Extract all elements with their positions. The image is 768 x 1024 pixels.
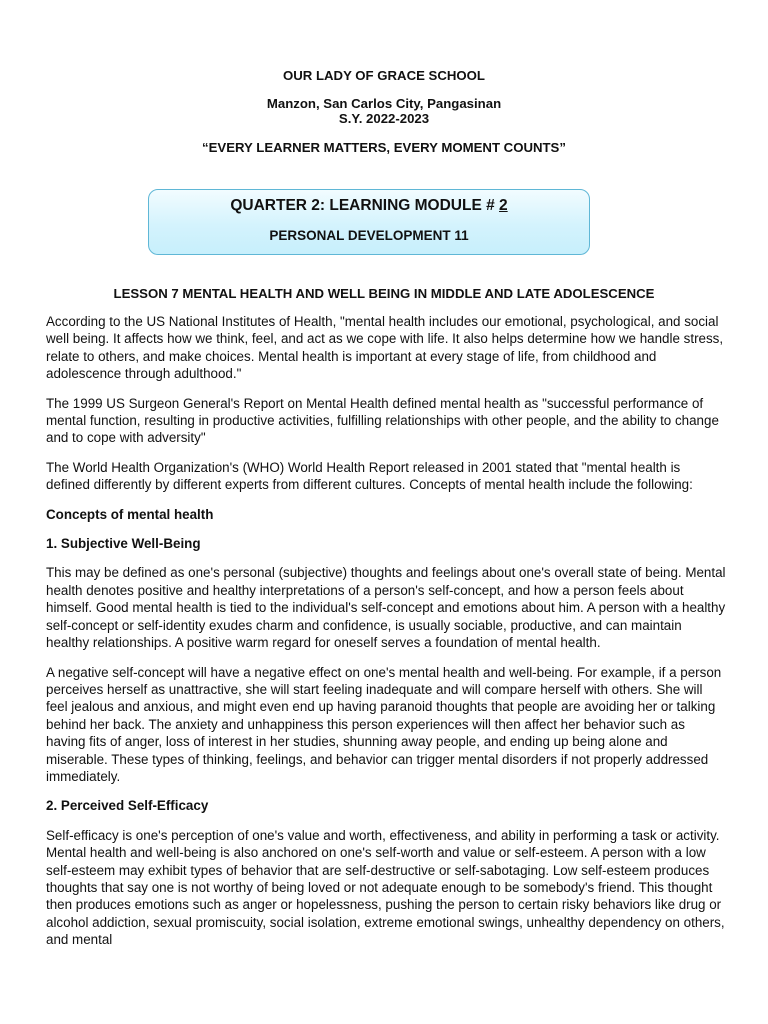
module-number: 2 — [499, 197, 508, 214]
concept-1-heading: 1. Subjective Well-Being — [46, 536, 201, 552]
intro-paragraph-1: According to the US National Institutes of Health, "mental health includes our emotional, psychological, and social well being. It affects how we think, feel, and act as we cope with life. It also helps determine how we handle stress, relate to others, and make choices. Mental health is important at every stage of life, from childhood and adolescence through adulthood." — [46, 314, 724, 382]
lesson-title: LESSON 7 MENTAL HEALTH AND WELL BEING IN MIDDLE AND LATE ADOLESCENCE — [113, 286, 655, 301]
lesson-content — [46, 313, 726, 961]
concept-1-paragraph-2: A negative self-concept will have a negative effect on one's mental health and well-being. For example, if a person perceives herself as unattractive, she will start feeling inadequate and will compare herself with others. She will feel jealous and anxious, and might even end up having paranoid thoughts that people are avoiding her or talking behind her back. The anxiety and unhappiness this person experiences will then affect her behavior such as having fits of anger, loss of interest in her studies, shunning away people, and ending up being alone and miserable. These types of thinking, feelings, and behavior can trigger mental disorders if not properly addressed immediately. — [46, 664, 722, 784]
school-motto: “EVERY LEARNER MATTERS, EVERY MOMENT COUNTS” — [202, 140, 566, 155]
school-name: OUR LADY OF GRACE SCHOOL — [283, 68, 485, 83]
concepts-heading: Concepts of mental health — [46, 506, 214, 522]
concept-1-paragraph-1: This may be defined as one's personal (subjective) thoughts and feelings about one's overall state of being. Mental health denotes positive and healthy interpretations of a person's self-concept, and how a person feels about himself. Good mental health is tied to the individual's self-concept and emotions about him. A person with a healthy self-concept or self-identity exudes charm and confidence, is usually sociable, productive, and can maintain healthy relationships. A positive warm regard for oneself serves a foundation of mental health. — [46, 565, 726, 651]
concept-2-heading: 2. Perceived Self-Efficacy — [46, 798, 209, 814]
module-subject: PERSONAL DEVELOPMENT 11 — [269, 228, 469, 243]
school-year: S.Y. 2022-2023 — [338, 111, 430, 126]
module-title-prefix: QUARTER 2: LEARNING MODULE # — [230, 197, 500, 214]
intro-paragraph-2: The 1999 US Surgeon General's Report on Mental Health defined mental health as "successful performance of mental function, resulting in productive activities, fulfilling relationships with other people, and the ability to change and to cope with adversity" — [46, 395, 719, 446]
concept-2-paragraph-1: Self-efficacy is one's perception of one's value and worth, effectiveness, and ability in performing a task or activity. Mental health and well-being is also anchored on one's self-worth and value or self-esteem. A person with a low self-esteem may exhibit types of behavior that are self-destructive or self-sabotaging. Low self-esteem produces thoughts that say one is not worthy of being loved or not adequate enough to be somebody's friend. This thought then produces emotions such as anger or hopelessness, pushing the person to certain risky behaviors like drug or alcohol addiction, sexual promiscuity, social isolation, extreme emotional swings, unhealthy dependency on others, and mental — [46, 827, 725, 948]
module-title — [149, 197, 589, 215]
module-banner — [148, 189, 590, 255]
intro-paragraph-3: The World Health Organization's (WHO) World Health Report released in 2001 stated that "mental health is defined differently by different experts from different cultures. Concepts of mental health include the following: — [46, 459, 693, 493]
school-address: Manzon, San Carlos City, Pangasinan — [266, 96, 502, 111]
